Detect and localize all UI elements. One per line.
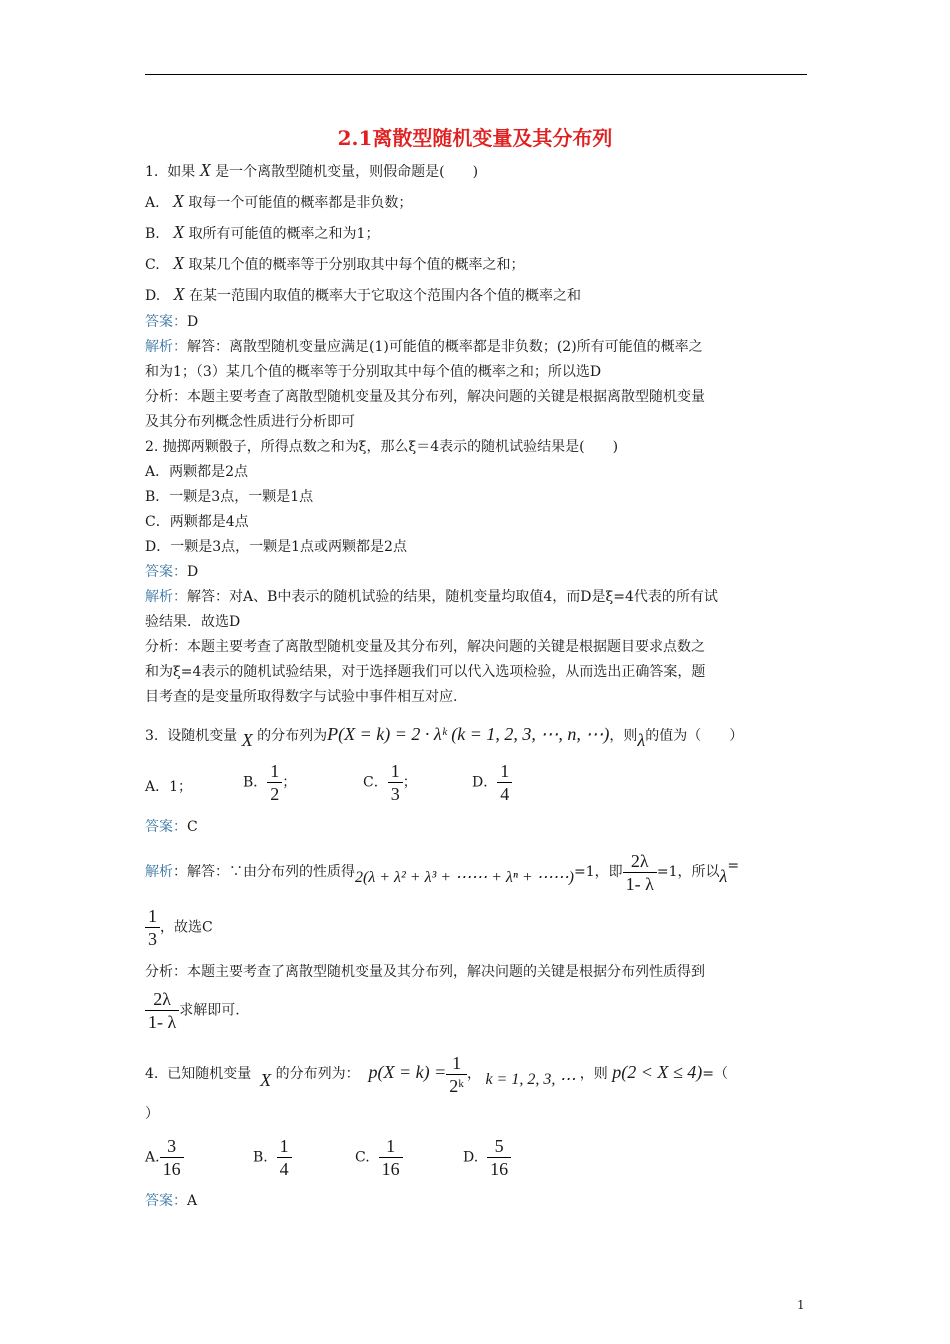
q3-answer: 答案：C: [145, 819, 198, 835]
q2-fenxi-line3: 目考查的是变量所取得数字与试验中事件相互对应.: [145, 689, 458, 705]
q1-option-d: D. X 在某一范围内取值的概率大于它取这个范围内各个值的概率之和: [145, 284, 581, 304]
q3-option-a: A．1；: [145, 779, 193, 795]
q4-answer: 答案：A: [145, 1193, 198, 1209]
q4-option-c: C. $\frac{1}{16}$: [355, 1135, 403, 1180]
q2-option-d: D．一颗是3点，一颗是1点或两颗都是2点: [145, 539, 407, 555]
q1-stem: 1. 如果 X 是一个离散型随机变量，则假命题是( ): [145, 160, 479, 180]
q3-main-fraction: $\frac{2\lambda}{1- \lambda}$: [623, 850, 657, 895]
q1-fenxi-line1: 分析：本题主要考查了离散型随机变量及其分布列，解决问题的关键是根据离散型随机变量: [145, 389, 705, 405]
q1-fenxi-line2: 及其分布列概念性质进行分析即可: [145, 414, 355, 430]
q4-option-a: A. $\frac{3}{16}$: [145, 1135, 184, 1180]
q3-frac-c: $\frac{1}{3}$: [388, 760, 403, 805]
q4-stem: 4. 已知随机变量 X 的分布列为： p(X = k) = $\frac{1}{\text{2ᵏ}}$ ， k = 1, 2, 3, ⋯ ，则 p(2 < X ≤ 4)=（: [145, 1052, 728, 1096]
q1-option-b: B. X 取所有可能值的概率之和为1；: [145, 222, 380, 242]
q2-stem: 2. 抛掷两颗骰子，所得点数之和为ξ，那么ξ＝4表示的随机试验结果是( ): [145, 439, 619, 455]
q4-option-d: D. $\frac{5}{16}$: [463, 1135, 511, 1180]
q2-answer: 答案：D: [145, 564, 199, 580]
q4-stem-close: ）: [145, 1106, 159, 1122]
q3-frac-b: $\frac{1}{2}$: [267, 760, 282, 805]
q3-fenxi-line1: 分析：本题主要考查了离散型随机变量及其分布列，解决问题的关键是根据分布列性质得到: [145, 964, 705, 980]
q2-fenxi-line1: 分析：本题主要考查了离散型随机变量及其分布列，解决问题的关键是根据题目要求点数之: [145, 639, 705, 655]
page-title: 2.1离散型随机变量及其分布列: [337, 126, 613, 150]
q3-fenxi-fraction: $\frac{2\lambda}{1- \lambda}$: [145, 988, 179, 1033]
q2-jiexi-line1: 解析：解答：对A、B中表示的随机试验的结果，随机变量均取值4，而D是ξ=4代表的所有试: [145, 589, 718, 605]
q1-option-a: A. X 取每一个可能值的概率都是非负数；: [145, 191, 413, 211]
q1-jiexi-line2: 和为1；（3）某几个值的概率等于分别取其中每个值的概率之和；所以选D: [145, 364, 602, 380]
q4-option-b: B. $\frac{1}{4}$: [253, 1135, 292, 1180]
q2-option-c: C．两颗都是4点: [145, 514, 249, 530]
q2-fenxi-line2: 和为ξ=4表示的随机试验结果，对于选择题我们可以代入选项检验，从而选出正确答案，题: [145, 664, 706, 680]
q3-result-fraction: $\frac{1}{3}$: [145, 905, 160, 950]
q1-jiexi-line1: 解析：解答：离散型随机变量应满足(1)可能值的概率都是非负数；(2)所有可能值的概率之: [145, 339, 703, 355]
q2-option-a: A．两颗都是2点: [145, 464, 249, 480]
q3-jiexi-line1: 解析：解答：∵由分布列的性质得2(λ + λ² + λ³ + ⋯⋯ + λⁿ + ⋯⋯)=1，即 $\frac{2\lambda}{1- \lambda}$ =1，所以λ=: [145, 850, 740, 894]
q1-option-c: C. X 取某几个值的概率等于分别取其中每个值的概率之和；: [145, 253, 525, 273]
q4-stem-fraction: $\frac{1}{\text{2ᵏ}}$: [446, 1052, 467, 1097]
q3-jiexi-line2: $\frac{1}{3}$ ，故选C: [145, 905, 213, 950]
q3-option-b: B． $\frac{1}{2}$ ；: [243, 761, 297, 804]
page-number: 1: [797, 1298, 805, 1312]
q3-option-d: D． $\frac{1}{4}$: [472, 760, 512, 805]
q2-jiexi-line2: 验结果．故选D: [145, 614, 241, 630]
q3-frac-d: $\frac{1}{4}$: [497, 760, 512, 805]
header-rule: [145, 74, 807, 75]
q2-option-b: B．一颗是3点，一颗是1点: [145, 489, 314, 505]
q3-stem: 3. 设随机变量 X 的分布列为P(X = k) = 2 · λᵏ (k = 1, 2, 3, ⋯, n, ⋯)，则λ的值为（ ）: [145, 724, 744, 750]
q3-fenxi-line2: $\frac{2\lambda}{1- \lambda}$ 求解即可.: [145, 988, 240, 1033]
q1-answer: 答案：D: [145, 314, 199, 330]
q3-option-c: C． $\frac{1}{3}$ ；: [363, 761, 417, 804]
